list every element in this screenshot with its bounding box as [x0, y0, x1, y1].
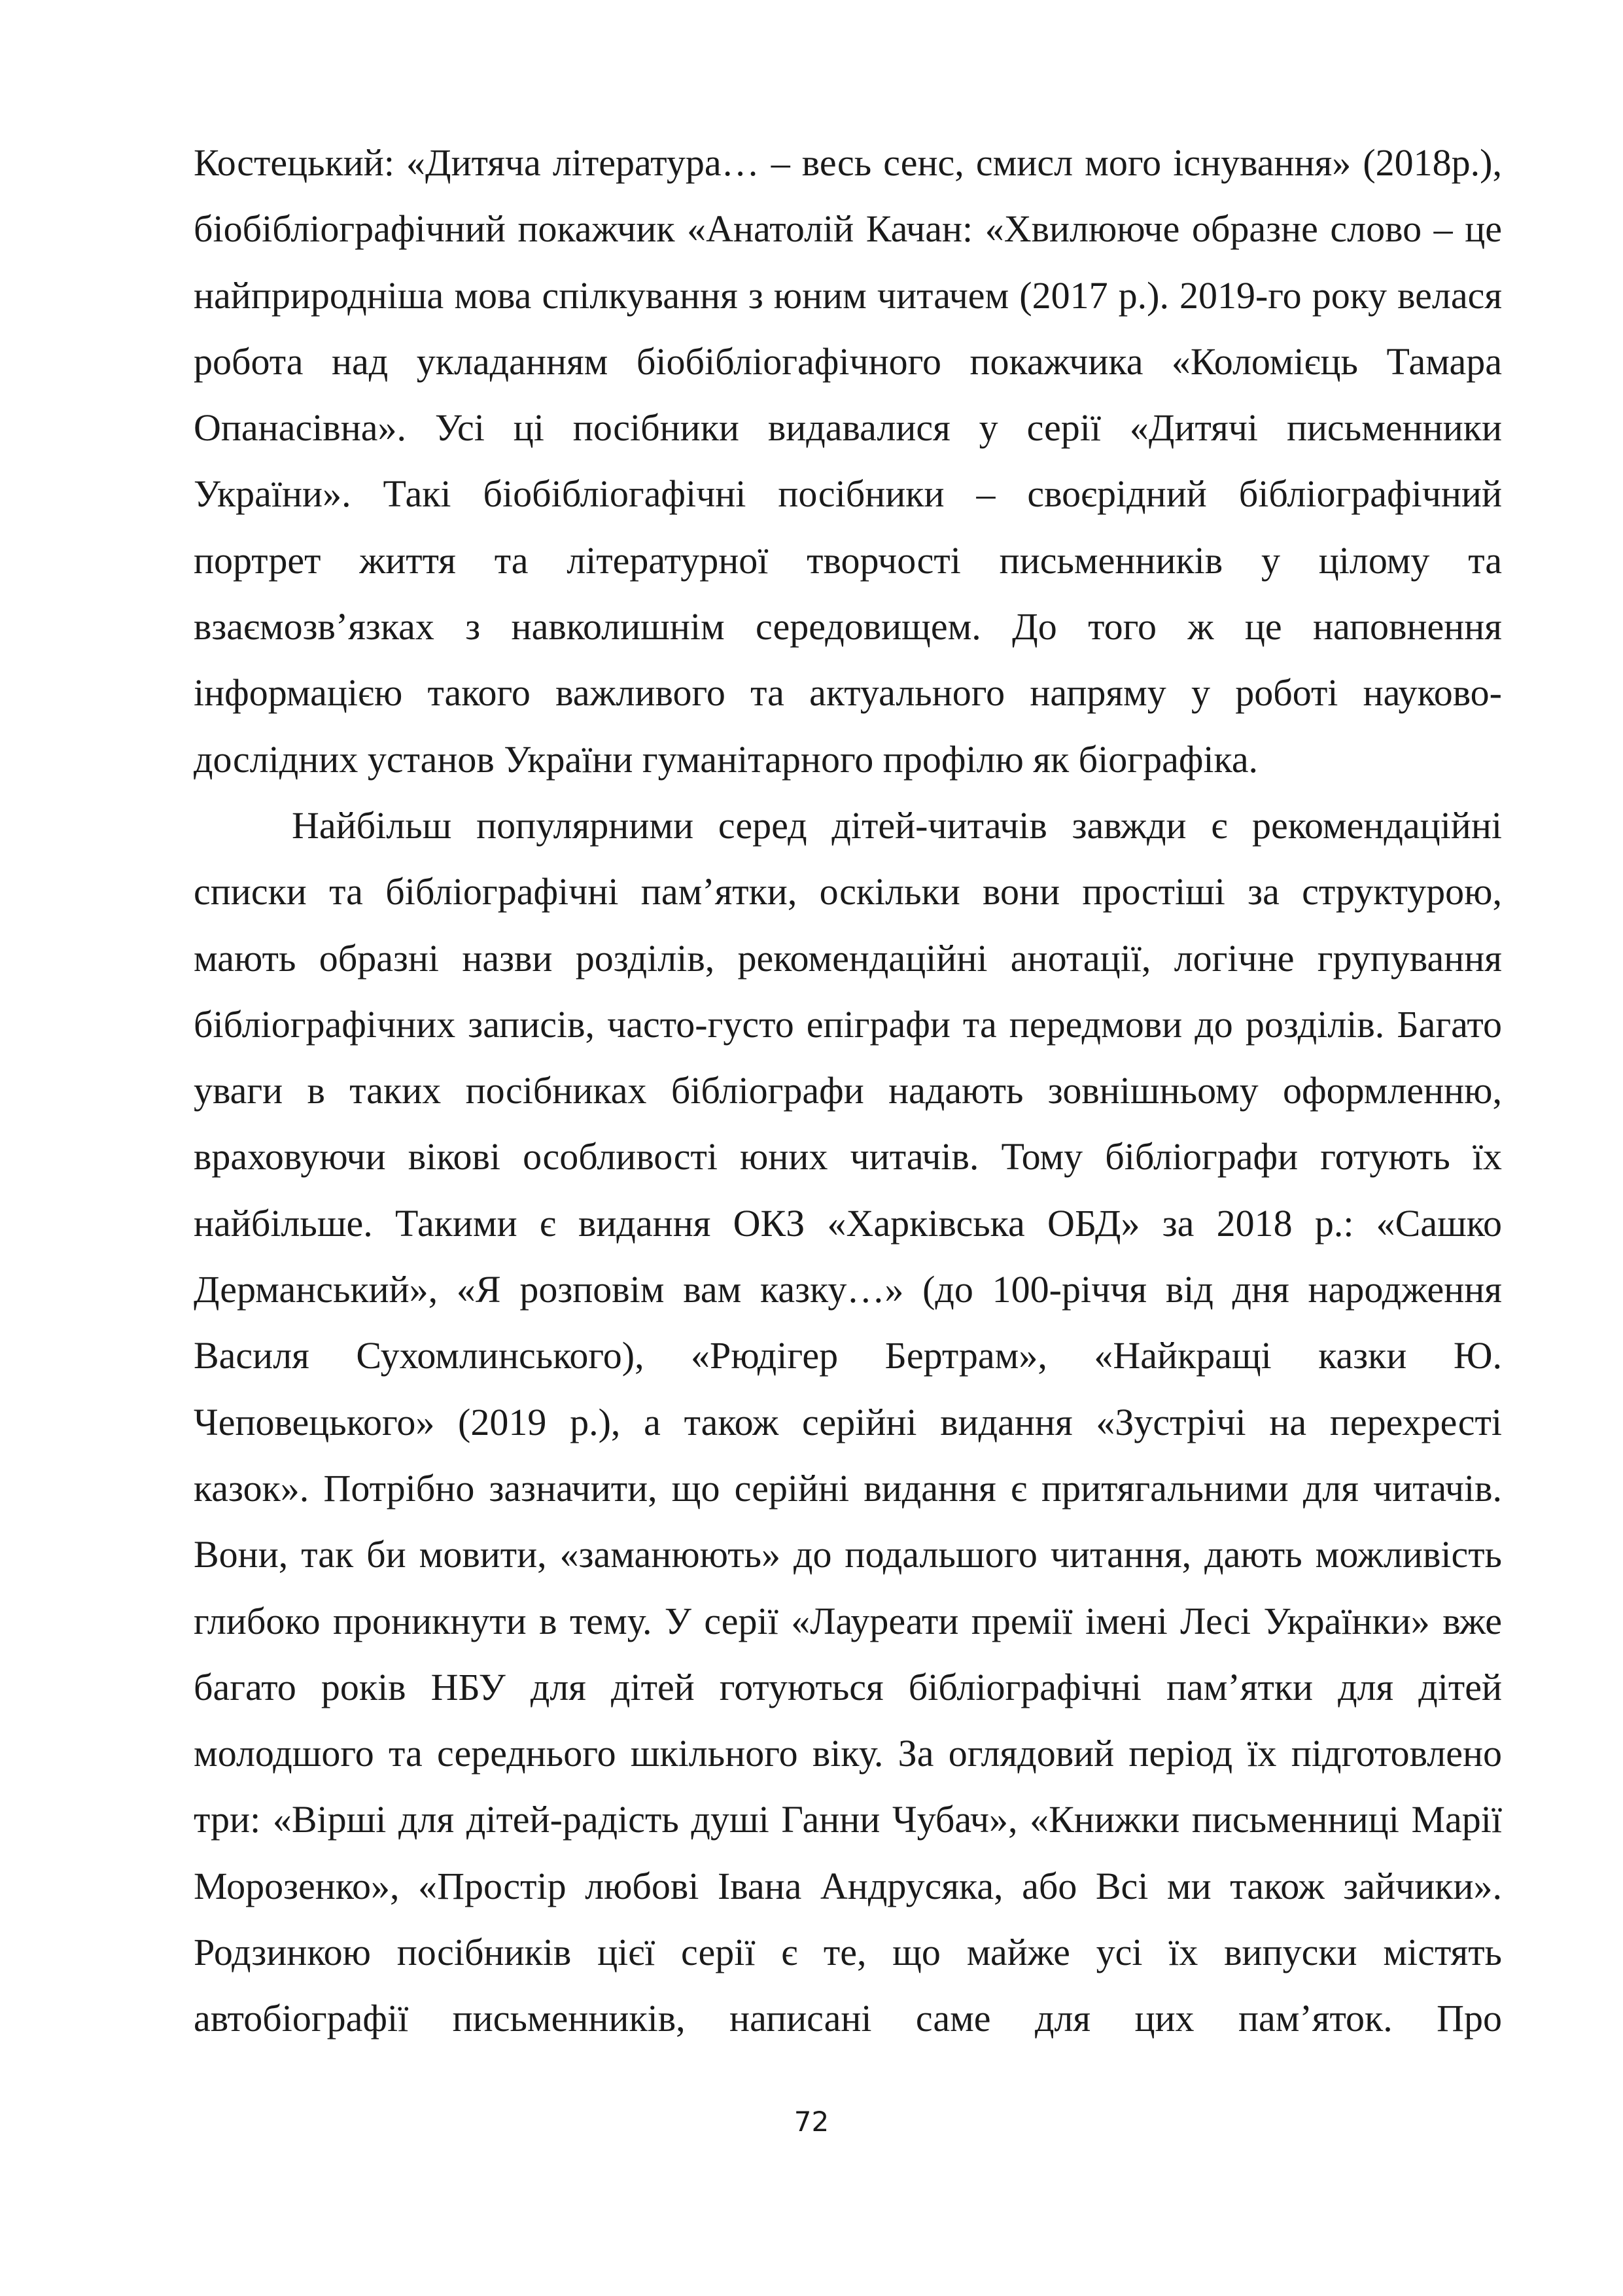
page-number: 72: [794, 2106, 829, 2138]
text-line: казок». Потрібно зазначити, що серійні видання є притягальними для читачів.: [194, 1466, 1502, 1510]
text-line: Чеповецького» (2019 р.), а також серійні видання «Зустрічі на перехресті: [194, 1400, 1502, 1443]
body-text: [194, 130, 1502, 2052]
text-line: молодшого та середнього шкільного віку. За оглядовий період їх підготовлено: [194, 1732, 1502, 1775]
text-line: автобіографії письменників, написані саме для цих пам’яток. Про: [194, 1997, 1502, 2040]
text-line: мають образні назви розділів, рекомендаційні анотації, логічне групування: [194, 936, 1502, 980]
text-line: портрет життя та літературної творчості письменників у цілому та: [194, 539, 1502, 582]
text-line: Вони, так би мовити, «заманюють» до подальшого читання, дають можливість: [194, 1533, 1502, 1576]
text-line: Опанасівна». Усі ці посібники видавалися у серії «Дитячі письменники: [194, 406, 1502, 450]
text-line: інформацією такого важливого та актуального напряму у роботі науково-: [194, 671, 1502, 715]
text-line: найбільше. Такими є видання ОКЗ «Харківська ОБД» за 2018 р.: «Сашко: [194, 1201, 1502, 1245]
text-line: найприродніша мова спілкування з юним читачем (2017 р.). 2019-го року велася: [194, 274, 1502, 317]
text-line: багато років НБУ для дітей готуються бібліографічні пам’ятки для дітей: [194, 1665, 1502, 1708]
text-line: робота над укладанням біобібліогафічного покажчика «Коломієць Тамара: [194, 340, 1502, 383]
text-line: глибоко проникнути в тему. У серії «Лауреати премії імені Лесі Українки» вже: [194, 1599, 1502, 1642]
paragraph-start-line: Найбільш популярними серед дітей-читачів завжди є рекомендаційні: [292, 804, 1502, 847]
text-line: Морозенко», «Простір любові Івана Андрусяка, або Всі ми також зайчики».: [194, 1864, 1502, 1907]
text-line: уваги в таких посібниках бібліографи надають зовнішньому оформленню,: [194, 1069, 1502, 1112]
text-line: дослідних установ України гуманітарного профілю як біографіка.: [194, 737, 1259, 781]
text-line: Дерманський», «Я розповім вам казку…» (до 100-річчя від дня народження: [194, 1268, 1502, 1311]
text-line: України». Такі біобібліогафічні посібники – своєрідний бібліографічний: [194, 472, 1502, 516]
text-line: враховуючи вікові особливості юних читачів. Тому бібліографи готують їх: [194, 1135, 1502, 1178]
text-line: Василя Сухомлинського), «Рюдігер Бертрам», «Найкращі казки Ю.: [194, 1334, 1502, 1377]
text-line: три: «Вірші для дітей-радість душі Ганни Чубач», «Книжки письменниці Марії: [194, 1798, 1502, 1841]
text-line: списки та бібліографічні пам’ятки, оскільки вони простіші за структурою,: [194, 870, 1502, 913]
text-line: біобібліографічний покажчик «Анатолій Качан: «Хвилююче образне слово – це: [194, 207, 1502, 251]
text-line: Родзинкою посібників цієї серії є те, що майже усі їх випуски містять: [194, 1931, 1502, 1974]
text-line: бібліографічних записів, часто-густо епіграфи та передмови до розділів. Багато: [194, 1002, 1502, 1046]
text-line: взаємозв’язках з навколишнім середовищем. До того ж це наповнення: [194, 605, 1502, 648]
text-line: Костецький: «Дитяча література… – весь сенс, смисл мого існування» (2018р.),: [194, 141, 1502, 184]
